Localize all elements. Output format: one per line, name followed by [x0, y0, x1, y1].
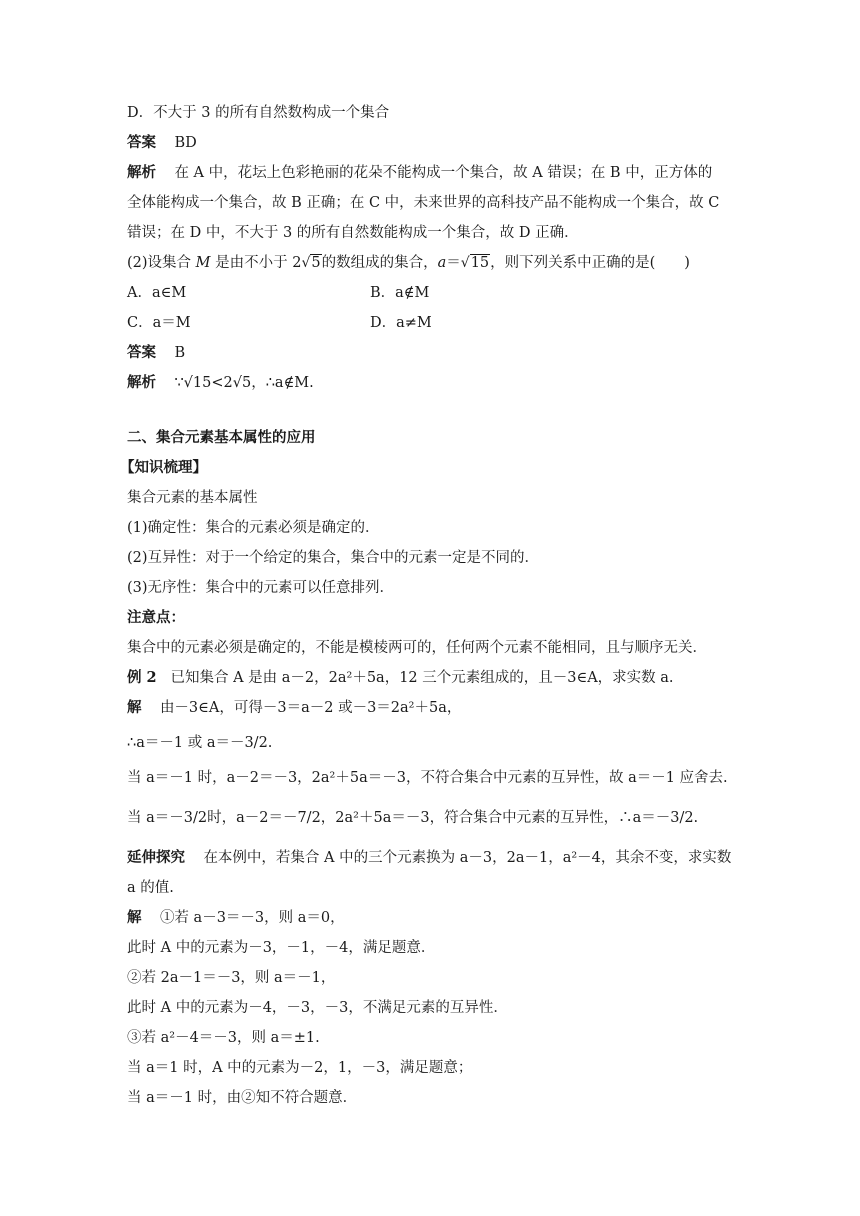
- extension-stem-2: a 的值.: [127, 880, 174, 896]
- section-heading: 二、集合元素基本属性的应用: [127, 429, 316, 446]
- answer-label: 答案: [127, 134, 156, 151]
- q2-option-a: A．a∈M: [127, 285, 187, 301]
- solution-label: 解: [127, 909, 142, 926]
- property-3: (3)无序性：集合中的元素可以任意排列．: [127, 580, 395, 596]
- answer-value: BD: [174, 135, 197, 151]
- extension-solution-3: ②若 2a－1＝－3，则 a＝－1，: [127, 970, 336, 986]
- extension-stem-1: 延伸探究 在本例中，若集合 A 中的三个元素换为 a－3，2a－1，a²－4，其余不变，求实数: [127, 849, 732, 866]
- example-2-solution-1: 解 由－3∈A，可得－3＝a－2 或－3＝2a²＋5a，: [127, 699, 462, 716]
- q2-stem: (2)设集合 M 是由不小于 2√5的数组成的集合，a＝√15，则下列关系中正确的是( ): [127, 255, 690, 271]
- q1-analysis-line-3: 错误；在 D 中，不大于 3 的所有自然数能构成一个集合，故 D 正确．: [127, 225, 579, 241]
- q1-option-d: D．不大于 3 的所有自然数构成一个集合: [127, 105, 390, 121]
- extension-label: 延伸探究: [127, 849, 185, 866]
- q2-answer: [127, 343, 185, 363]
- note-text: 集合中的元素必须是确定的，不能是模棱两可的，任何两个元素不能相同，且与顺序无关．: [127, 640, 707, 656]
- q1-analysis-line-2: 全体能构成一个集合，故 B 正确；在 C 中，未来世界的高科技产品不能构成一个集合，故 C: [127, 195, 720, 211]
- example-2-solution-2: ∴a＝－1 或 a＝－3/2.: [127, 735, 273, 751]
- analysis-text: 在 A 中，花坛上色彩艳丽的花朵不能构成一个集合，故 A 错误；在 B 中，正方体的: [174, 165, 713, 181]
- extension-solution-7: 当 a＝－1 时，由②知不符合题意．: [127, 1090, 358, 1106]
- solution-label: 解: [127, 699, 142, 716]
- extension-solution-5: ③若 a²－4＝－3，则 a＝±1.: [127, 1030, 320, 1046]
- example-2-solution-3: 当 a＝－1 时，a－2＝－3，2a²＋5a＝－3，不符合集合中元素的互异性，故 a＝－1 应舍去.: [127, 770, 728, 786]
- extension-solution-6: 当 a＝1 时，A 中的元素为－2，1，－3，满足题意；: [127, 1060, 473, 1076]
- section-intro: 集合元素的基本属性: [127, 490, 258, 506]
- q2-option-c: C．a＝M: [127, 315, 191, 331]
- analysis-label: 解析: [127, 164, 156, 181]
- answer-label: 答案: [127, 344, 156, 361]
- example-label: 例 2: [127, 669, 157, 686]
- q1-analysis-line-1: [127, 163, 712, 183]
- knowledge-tag: 【知识梳理】: [120, 459, 207, 476]
- analysis-label: 解析: [127, 374, 156, 391]
- property-1: (1)确定性：集合的元素必须是确定的．: [127, 520, 380, 536]
- extension-solution-4: 此时 A 中的元素为－4，－3，－3，不满足元素的互异性．: [127, 1000, 508, 1016]
- example-2-stem: [127, 668, 674, 688]
- answer-value: B: [174, 345, 186, 361]
- q2-analysis: [127, 373, 314, 393]
- q2-option-d: D．a≠M: [370, 315, 432, 331]
- analysis-text: ∵√15<2√5，∴a∉M.: [174, 375, 314, 391]
- extension-solution-2: 此时 A 中的元素为－3，－1，－4，满足题意．: [127, 940, 436, 956]
- example-stem-text: 已知集合 A 是由 a－2，2a²＋5a，12 三个元素组成的，且－3∈A，求实数 a.: [170, 670, 674, 686]
- q2-option-b: B．a∉M: [370, 285, 430, 301]
- note-label: 注意点：: [127, 609, 185, 626]
- property-2: (2)互异性：对于一个给定的集合，集合中的元素一定是不同的．: [127, 550, 540, 566]
- q1-answer: [127, 133, 197, 153]
- example-2-solution-4: 当 a＝－3/2时，a－2＝－7/2，2a²＋5a＝－3，符合集合中元素的互异性，∴a＝－3/2.: [127, 810, 699, 826]
- extension-solution-1: 解 ①若 a－3＝－3，则 a＝0，: [127, 909, 345, 926]
